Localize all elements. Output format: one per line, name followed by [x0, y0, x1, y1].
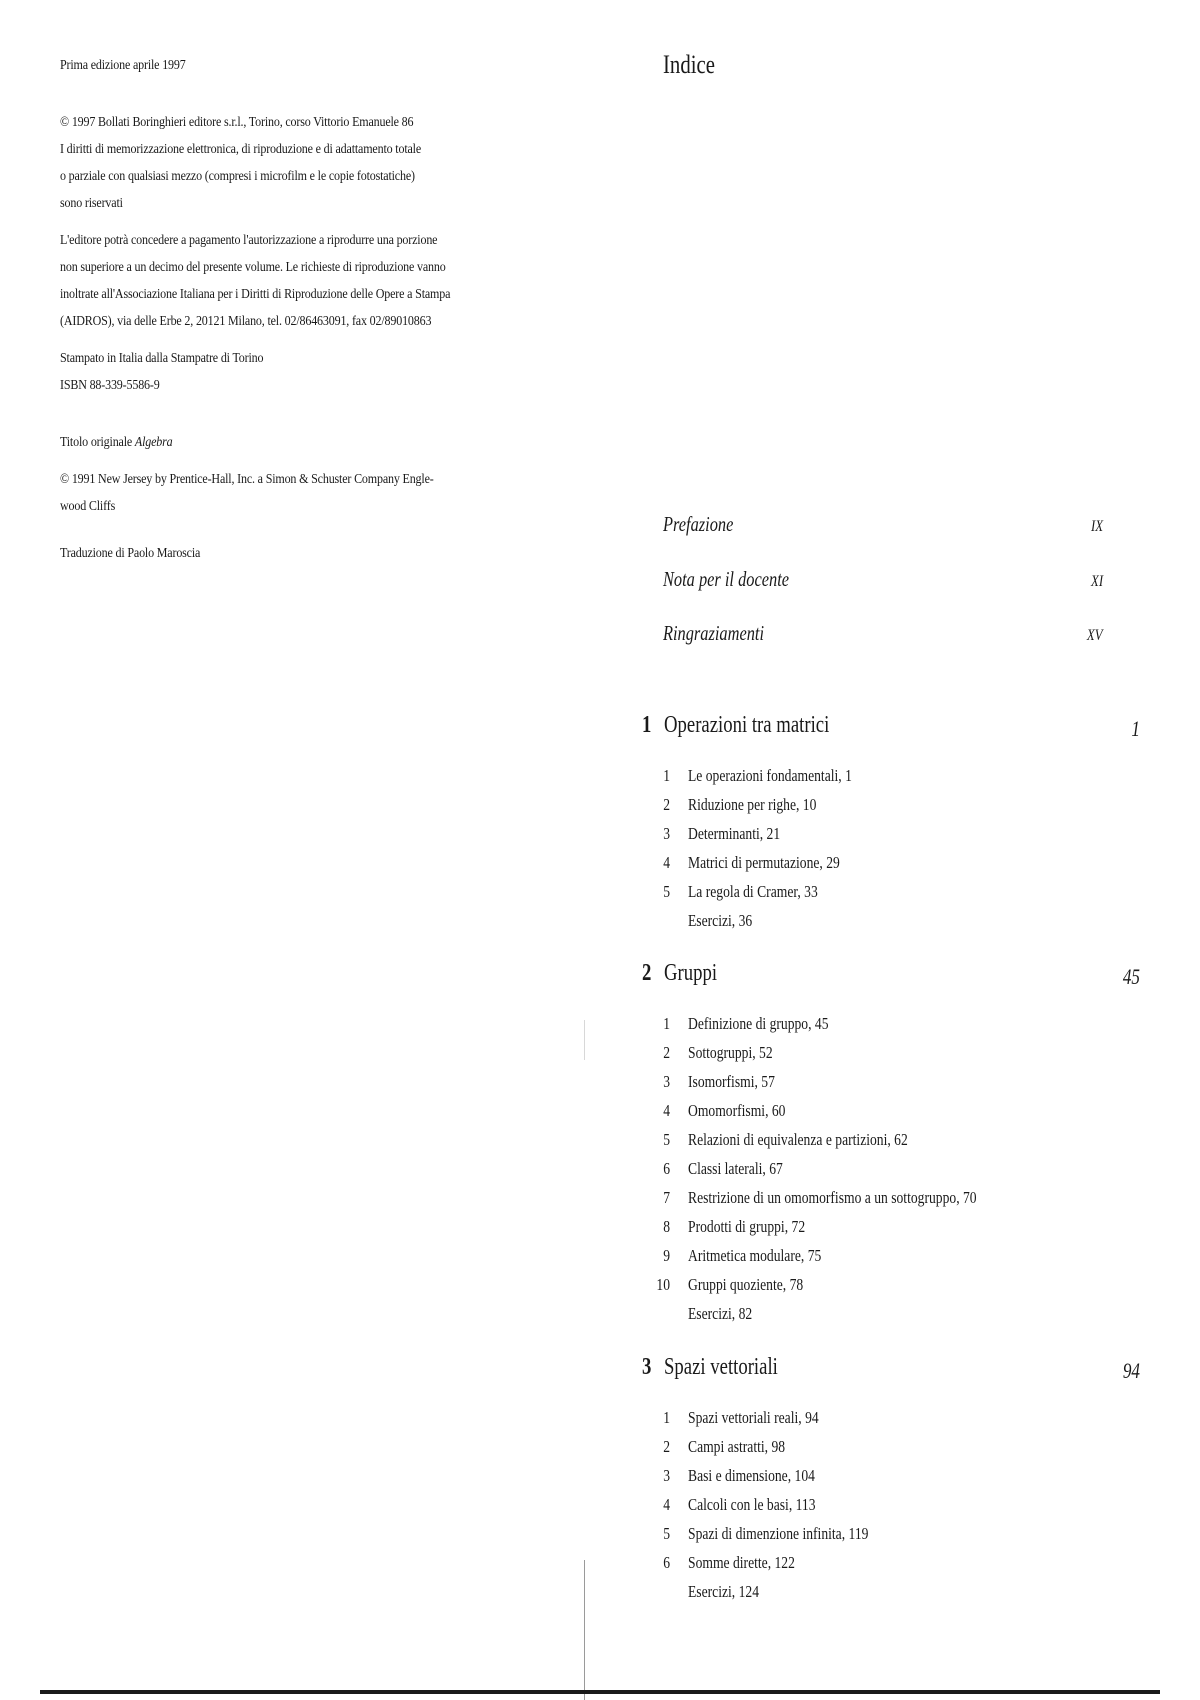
section-title: Spazi vettoriali reali, 94: [688, 1408, 819, 1427]
toc-chapter: [640, 712, 1140, 940]
section-entry[interactable]: [640, 853, 1140, 882]
section-number: 3: [663, 1072, 670, 1091]
section-title: Prodotti di gruppi, 72: [688, 1217, 806, 1236]
front-item-page: XI: [1090, 573, 1103, 590]
section-entry[interactable]: [640, 795, 1140, 824]
section-title: Aritmetica modulare, 75: [688, 1246, 822, 1265]
section-number: 8: [663, 1217, 670, 1236]
section-title: Determinanti, 21: [688, 824, 781, 843]
section-title: Le operazioni fondamentali, 1: [688, 766, 852, 785]
copyright-line: I diritti di memorizzazione elettronica, di riproduzione e di adattamento totale: [60, 142, 422, 157]
section-title: Esercizi, 124: [688, 1582, 759, 1601]
front-item-page: IX: [1090, 518, 1103, 535]
section-entry[interactable]: [640, 1437, 1140, 1466]
section-number: 2: [663, 1043, 670, 1062]
toc-chapter: [640, 960, 1140, 1333]
section-title: La regola di Cramer, 33: [688, 882, 818, 901]
section-number: 4: [663, 1495, 670, 1514]
section-entry[interactable]: [640, 1043, 1140, 1072]
page-title: Indice: [663, 50, 715, 79]
section-entry[interactable]: [640, 911, 1140, 940]
section-title: Basi e dimensione, 104: [688, 1466, 815, 1485]
section-title: Restrizione di un omomorfismo a un sottogruppo, 70: [688, 1188, 977, 1207]
toc-chapter: [640, 1354, 1140, 1611]
section-number: 4: [663, 853, 670, 872]
chapter-title: Spazi vettoriali: [664, 1354, 778, 1380]
section-title: Spazi di dimenzione infinita, 119: [688, 1524, 869, 1543]
section-number: 1: [663, 1408, 670, 1427]
chapter-heading[interactable]: [640, 1354, 1140, 1394]
section-title: Calcoli con le basi, 113: [688, 1495, 816, 1514]
permission-line: non superiore a un decimo del presente volume. Le richieste di riproduzione vanno: [60, 260, 446, 275]
permission-line: L'editore potrà concedere a pagamento l'autorizzazione a riprodurre una porzione: [60, 233, 438, 248]
section-title: Esercizi, 82: [688, 1304, 753, 1323]
section-entry[interactable]: [640, 882, 1140, 911]
section-number: 6: [663, 1553, 670, 1572]
section-entry[interactable]: [640, 1246, 1140, 1275]
front-item-page: XV: [1087, 627, 1103, 644]
section-list: [640, 1014, 1140, 1333]
section-number: 3: [663, 824, 670, 843]
section-title: Riduzione per righe, 10: [688, 795, 817, 814]
chapter-heading[interactable]: [640, 712, 1140, 752]
chapter-page: 45: [1122, 964, 1140, 989]
section-entry[interactable]: [640, 1188, 1140, 1217]
section-title: Relazioni di equivalenza e partizioni, 62: [688, 1130, 908, 1149]
original-copyright-block: [60, 466, 460, 520]
printing-block: [60, 345, 460, 399]
section-number: 2: [663, 1437, 670, 1456]
original-title-line: [60, 429, 481, 456]
section-number: 9: [663, 1246, 670, 1265]
edition-line: Prima edizione aprile 1997: [60, 58, 186, 73]
front-item-title: Prefazione: [663, 512, 734, 536]
section-title: Esercizi, 36: [688, 911, 753, 930]
original-title: Algebra: [134, 435, 173, 450]
toc-front-item[interactable]: [663, 621, 1103, 651]
section-entry[interactable]: [640, 1304, 1140, 1333]
printer-line: Stampato in Italia dalla Stampatre di Torino: [60, 351, 264, 366]
section-entry[interactable]: [640, 1524, 1140, 1553]
section-number: 5: [663, 882, 670, 901]
section-title: Gruppi quoziente, 78: [688, 1275, 804, 1294]
chapter-page: 1: [1131, 716, 1140, 741]
original-copyright-line: wood Cliffs: [60, 499, 116, 514]
section-entry[interactable]: [640, 1217, 1140, 1246]
section-number: 10: [656, 1275, 670, 1294]
isbn-line: ISBN 88-339-5586-9: [60, 378, 160, 393]
permission-line: inoltrate all'Associazione Italiana per i Diritti di Riproduzione delle Opere a Stampa: [60, 287, 451, 302]
section-entry[interactable]: [640, 1553, 1140, 1582]
copyright-line: sono riservati: [60, 196, 123, 211]
section-title: Definizione di gruppo, 45: [688, 1014, 829, 1033]
section-number: 3: [663, 1466, 670, 1485]
bottom-rule: [40, 1690, 1160, 1694]
section-number: 7: [663, 1188, 670, 1207]
section-title: Isomorfismi, 57: [688, 1072, 775, 1091]
toc-front-item[interactable]: [663, 567, 1103, 597]
chapter-heading[interactable]: [640, 960, 1140, 1000]
section-entry[interactable]: [640, 1275, 1140, 1304]
section-entry[interactable]: [640, 1130, 1140, 1159]
translator-line: Traduzione di Paolo Maroscia: [60, 546, 201, 561]
section-number: 1: [663, 766, 670, 785]
section-title: Somme dirette, 122: [688, 1553, 795, 1572]
section-title: Classi laterali, 67: [688, 1159, 783, 1178]
chapter-number: 1: [642, 712, 652, 738]
section-entry[interactable]: [640, 1101, 1140, 1130]
chapter-title: Operazioni tra matrici: [664, 712, 830, 738]
section-entry[interactable]: [640, 1495, 1140, 1524]
section-number: 2: [663, 795, 670, 814]
section-list: [640, 766, 1140, 940]
section-entry[interactable]: [640, 1408, 1140, 1437]
copyright-line: o parziale con qualsiasi mezzo (compresi i microfilm e le copie fotostatiche): [60, 169, 415, 184]
section-number: 5: [663, 1130, 670, 1149]
permission-block: [60, 227, 460, 335]
front-item-title: Nota per il docente: [663, 567, 790, 591]
section-entry[interactable]: [640, 1582, 1140, 1611]
section-title: Matrici di permutazione, 29: [688, 853, 840, 872]
imprint-page: [60, 52, 460, 567]
chapter-number: 3: [642, 1354, 652, 1380]
section-number: 4: [663, 1101, 670, 1120]
section-title: Sottogruppi, 52: [688, 1043, 773, 1062]
section-entry[interactable]: [640, 766, 1140, 795]
section-entry[interactable]: [640, 1159, 1140, 1188]
toc-front-item[interactable]: [663, 512, 1103, 542]
chapter-number: 2: [642, 960, 652, 986]
section-entry[interactable]: [640, 1466, 1140, 1495]
index-page: [640, 0, 1140, 1700]
section-entry[interactable]: [640, 1072, 1140, 1101]
section-number: 5: [663, 1524, 670, 1543]
chapter-page: 94: [1122, 1358, 1140, 1383]
chapter-title: Gruppi: [664, 960, 718, 986]
original-copyright-line: © 1991 New Jersey by Prentice-Hall, Inc. a Simon & Schuster Company Engle-: [60, 472, 434, 487]
section-number: 1: [663, 1014, 670, 1033]
copyright-block: [60, 109, 460, 217]
section-list: [640, 1408, 1140, 1611]
section-entry[interactable]: [640, 1014, 1140, 1043]
page-spine: [584, 1560, 585, 1700]
section-entry[interactable]: [640, 824, 1140, 853]
section-number: 6: [663, 1159, 670, 1178]
section-title: Campi astratti, 98: [688, 1437, 786, 1456]
copyright-line: © 1997 Bollati Boringhieri editore s.r.l., Torino, corso Vittorio Emanuele 86: [60, 115, 414, 130]
permission-line: (AIDROS), via delle Erbe 2, 20121 Milano, tel. 02/86463091, fax 02/89010863: [60, 314, 432, 329]
spine-mark: [584, 1020, 585, 1060]
front-item-title: Ringraziamenti: [663, 621, 765, 645]
original-title-label: Titolo originale: [60, 435, 133, 450]
section-title: Omomorfismi, 60: [688, 1101, 786, 1120]
